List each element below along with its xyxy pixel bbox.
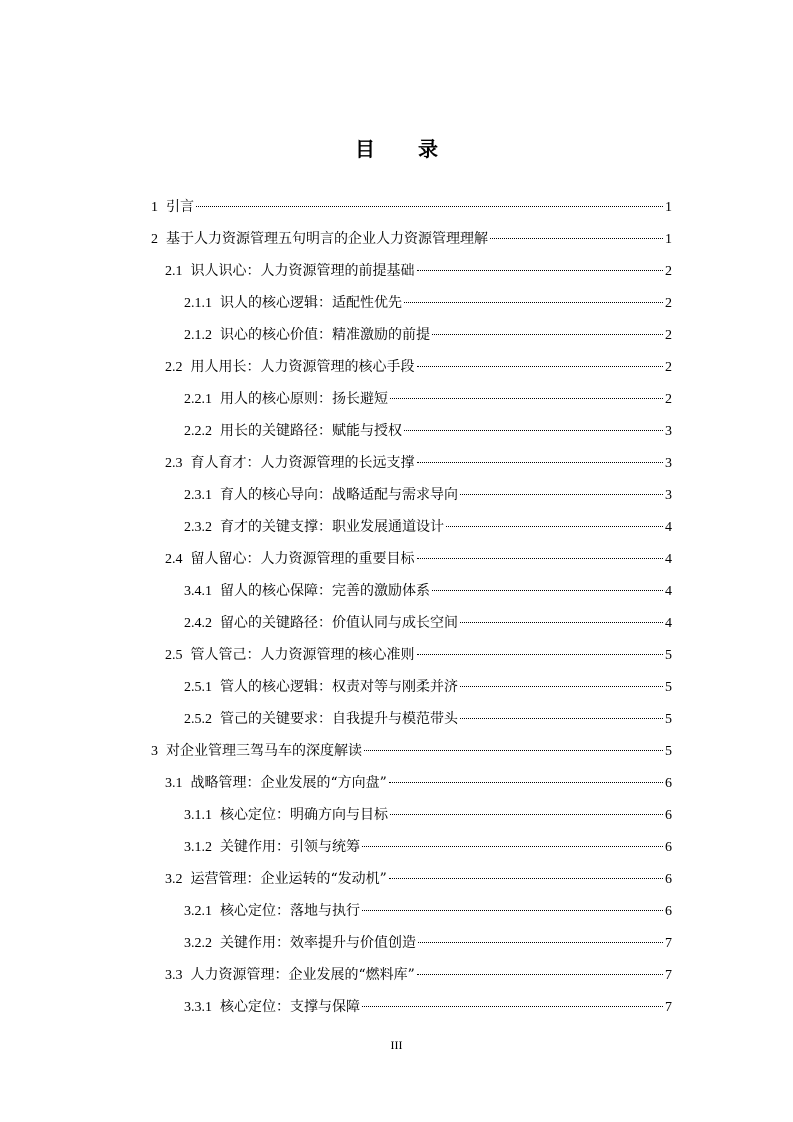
dot-leader [460,686,663,687]
toc-entry-page: 6 [665,840,672,855]
toc-entry[interactable] [0,769,793,801]
toc-entry-number: 2.1 [165,264,183,279]
dot-leader [390,814,663,815]
toc-entry-page: 4 [665,584,672,599]
toc-entry-number: 2.2.1 [184,392,212,407]
toc-entry-page: 5 [665,712,672,727]
toc-entry-number: 3.2.2 [184,936,212,951]
toc-entry-number: 3.3 [165,968,183,983]
dot-leader [460,718,663,719]
toc-entry-page: 7 [665,1000,672,1015]
toc-entry[interactable] [0,225,793,257]
dot-leader [417,654,664,655]
toc-entry-number: 3.1 [165,776,183,791]
toc-entry-page: 5 [665,648,672,663]
toc-entry-page: 3 [665,456,672,471]
toc-entry[interactable] [0,289,793,321]
toc-entry-number: 2.3 [165,456,183,471]
toc-entry[interactable] [0,929,793,961]
toc-entry-title: 识心的核心价值：精准激励的前提 [220,327,430,343]
toc-entry[interactable] [0,513,793,545]
toc-entry-page: 1 [665,200,672,215]
toc-entry[interactable] [0,257,793,289]
toc-entry-page: 2 [665,392,672,407]
toc-entry-page: 5 [665,680,672,695]
dot-leader [446,526,663,527]
toc-entry-title: 识人的核心逻辑：适配性优先 [220,295,402,311]
toc-entry-page: 4 [665,552,672,567]
toc-entry-title: 识人识心：人力资源管理的前提基础 [190,263,415,279]
toc-entry[interactable] [0,193,793,225]
toc-entry[interactable] [0,865,793,897]
toc-entry-page: 2 [665,360,672,375]
toc-entry-title: 留心的关键路径：价值认同与成长空间 [220,615,458,631]
toc-entry-page: 1 [665,232,672,247]
toc-entry[interactable] [0,417,793,449]
toc-entry[interactable] [0,321,793,353]
toc-entry-title: 战略管理：企业发展的“方向盘” [190,775,387,791]
dot-leader [418,942,663,943]
toc-entry-page: 6 [665,872,672,887]
dot-leader [417,270,664,271]
toc-entry[interactable] [0,833,793,865]
toc-entry-title: 关键作用：效率提升与价值创造 [220,935,416,951]
toc-entry-page: 3 [665,488,672,503]
page-number-footer: III [390,1038,403,1052]
toc-entry-number: 3.2 [165,872,183,887]
toc-entry-title: 育人的核心导向：战略适配与需求导向 [220,487,458,503]
toc-entry-number: 2.5 [165,648,183,663]
toc-entry-number: 2.5.2 [184,712,212,727]
toc-entry-title: 用长的关键路径：赋能与授权 [220,423,402,439]
toc-entry-number: 2.2 [165,360,183,375]
toc-entry-number: 3.1.2 [184,840,212,855]
toc-entry-page: 7 [665,936,672,951]
dot-leader [432,590,663,591]
toc-entry[interactable] [0,545,793,577]
toc-entry[interactable] [0,481,793,513]
toc-entry-number: 3 [151,744,158,759]
toc-entry-page: 2 [665,296,672,311]
toc-entry-number: 3.4.1 [184,584,212,599]
dot-leader [490,238,663,239]
toc-entry-title: 育才的关键支撑：职业发展通道设计 [220,519,444,535]
toc-entry-title: 管己的关键要求：自我提升与模范带头 [220,711,458,727]
dot-leader [364,750,663,751]
toc-entry[interactable] [0,353,793,385]
toc-entry-title: 用人用长：人力资源管理的核心手段 [190,359,415,375]
toc-entry-number: 2.3.1 [184,488,212,503]
toc-entry-number: 2.2.2 [184,424,212,439]
toc-entry-number: 2.4 [165,552,183,567]
toc-entry-number: 2.5.1 [184,680,212,695]
dot-leader [362,1006,663,1007]
toc-entry-number: 1 [151,200,158,215]
dot-leader [460,622,663,623]
toc-entry-number: 2.1.1 [184,296,212,311]
page-title: 目 录 [355,137,456,161]
toc-entry-number: 3.1.1 [184,808,212,823]
toc-entry[interactable] [0,449,793,481]
toc-entry-page: 6 [665,776,672,791]
toc-entry[interactable] [0,897,793,929]
toc-entry-title: 留人留心：人力资源管理的重要目标 [190,551,415,567]
toc-entry-title: 管人管己：人力资源管理的核心准则 [190,647,415,663]
dot-leader [362,910,663,911]
dot-leader [196,206,663,207]
toc-entry-number: 2.3.2 [184,520,212,535]
toc-entry[interactable] [0,577,793,609]
dot-leader [417,558,664,559]
dot-leader [404,430,663,431]
table-of-contents [0,193,793,1025]
toc-entry-page: 3 [665,424,672,439]
dot-leader [389,878,663,879]
toc-entry-title: 留人的核心保障：完善的激励体系 [220,583,430,599]
toc-entry-title: 核心定位：落地与执行 [220,903,360,919]
toc-entry-title: 核心定位：明确方向与目标 [220,807,388,823]
toc-entry[interactable] [0,641,793,673]
dot-leader [362,846,663,847]
toc-entry-number: 2.1.2 [184,328,212,343]
toc-entry-title: 人力资源管理：企业发展的“燃料库” [190,967,415,983]
toc-entry-title: 运营管理：企业运转的“发动机” [190,871,387,887]
toc-entry-page: 4 [665,520,672,535]
toc-entry[interactable] [0,961,793,993]
dot-leader [417,366,664,367]
dot-leader [417,462,664,463]
toc-entry-title: 育人育才：人力资源管理的长远支撑 [190,455,415,471]
toc-entry-page: 5 [665,744,672,759]
toc-entry-page: 7 [665,968,672,983]
toc-entry[interactable] [0,737,793,769]
toc-entry-number: 2.4.2 [184,616,212,631]
toc-entry[interactable] [0,609,793,641]
dot-leader [390,398,663,399]
dot-leader [460,494,663,495]
toc-entry-number: 2 [151,232,158,247]
dot-leader [432,334,663,335]
toc-entry[interactable] [0,993,793,1025]
toc-entry-page: 6 [665,904,672,919]
toc-entry-number: 3.2.1 [184,904,212,919]
toc-entry-title: 核心定位：支撑与保障 [220,999,360,1015]
toc-entry-title: 对企业管理三驾马车的深度解读 [166,743,362,759]
dot-leader [404,302,663,303]
toc-entry-title: 管人的核心逻辑：权责对等与刚柔并济 [220,679,458,695]
toc-entry-title: 引言 [166,199,194,215]
dot-leader [417,974,663,975]
toc-entry-page: 2 [665,328,672,343]
toc-entry-title: 关键作用：引领与统筹 [220,839,360,855]
toc-entry[interactable] [0,673,793,705]
toc-entry-page: 2 [665,264,672,279]
toc-entry[interactable] [0,385,793,417]
dot-leader [389,782,663,783]
toc-entry-number: 3.3.1 [184,1000,212,1015]
toc-entry-title: 用人的核心原则：扬长避短 [220,391,388,407]
toc-entry-page: 6 [665,808,672,823]
toc-entry[interactable] [0,705,793,737]
toc-entry-title: 基于人力资源管理五句明言的企业人力资源管理理解 [166,231,488,247]
toc-entry-page: 4 [665,616,672,631]
toc-entry[interactable] [0,801,793,833]
